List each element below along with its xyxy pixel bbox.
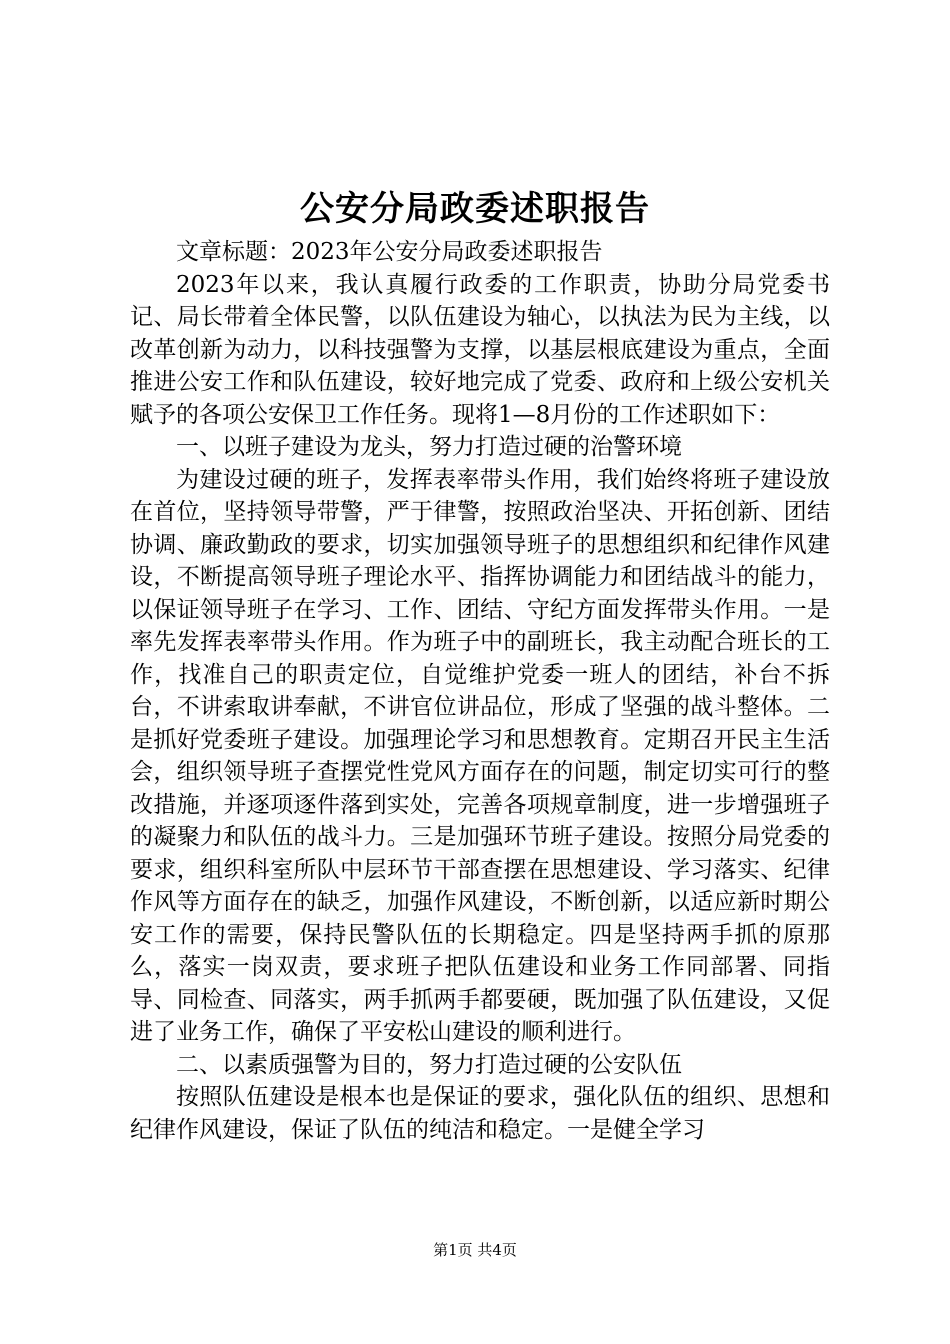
section-heading-1: 一、以班子建设为龙头，努力打造过硬的治警环境	[176, 434, 682, 460]
section-heading-2: 二、以素质强警为目的，努力打造过硬的公安队伍	[176, 1051, 682, 1078]
article-title-line: 文章标题：2023年公安分局政委述职报告	[176, 239, 603, 265]
page-footer: 第1页 共4页	[433, 1241, 517, 1259]
section-1-paragraph: 为建设过硬的班子，发挥表率带头作用，我们始终将班子建设放在首位，坚持领导带警，严于律警，按照政治坚决、开拓创新、团结协调、廉政勤政的要求，切实加强领导班子的思想组织和纪律作风建设，不断提高领导班子理论水平、指挥协调能力和团结战斗的能力，以保证领导班子在学习、工作、团结、守纪方面发挥带头作用。一是率先发挥表率带头作用。作为班子中的副班长，我主动配合班长的工作，找准自己的职责定位，自觉维护党委一班人的团结，补台不拆台，不讲索取讲奉献，不讲官位讲品位，形成了坚强的战斗整体。二是抓好党委班子建设。加强理论学习和思想教育。定期召开民主生活会，组织领导班子查摆党性党风方面存在的问题，制定切实可行的整改措施，并逐项逐件落到实处，完善各项规章制度，进一步增强班子的凝聚力和队伍的战斗力。三是加强环节班子建设。按照分局党委的要求，组织科室所队中层环节干部查摆在思想建设、学习落实、纪律作风等方面存在的缺乏，加强作风建设，不断创新，以适应新时期公安工作的需要，保持民警队伍的长期稳定。四是坚持两手抓的原那么，落实一岗双责，要求班子把队伍建设和业务工作同部署、同指导、同检查、同落实，两手抓两手都要硬，既加强了队伍建设，又促进了业务工作，确保了平安松山建设的顺利进行。	[130, 466, 830, 1045]
document-body	[130, 236, 830, 1146]
intro-paragraph: 2023年以来，我认真履行政委的工作职责，协助分局党委书记、局长带着全体民警，以队伍建设为轴心，以执法为民为主线，以改革创新为动力，以科技强警为支撑，以基层根底建设为重点，全面推进公安工作和队伍建设，较好地完成了党委、政府和上级公安机关赋予的各项公安保卫工作任务。现将1—8月份的工作述职如下：	[130, 271, 830, 428]
document-title: 公安分局政委述职报告	[300, 189, 650, 229]
section-2-paragraph: 按照队伍建设是根本也是保证的要求，强化队伍的组织、思想和纪律作风建设，保证了队伍的纯洁和稳定。一是健全学习	[130, 1084, 830, 1143]
